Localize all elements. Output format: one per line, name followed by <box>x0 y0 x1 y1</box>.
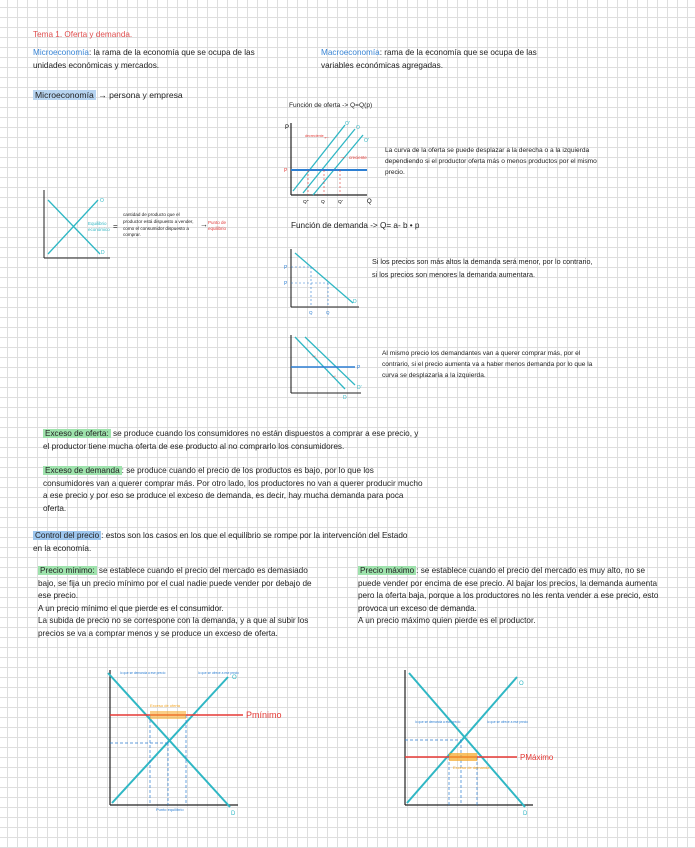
supply-graph <box>283 115 373 205</box>
demand-graph <box>283 245 363 320</box>
macro-term: Macroeconomía <box>321 48 380 57</box>
min-d-label: D <box>231 811 236 817</box>
equilibrium-description: cantidad de producto que el productor está dispuesto a vender, como el consumidor dispuesto a comprar. <box>123 212 194 238</box>
exceso-demanda-text: : se produce cuando el precio de los productos es bajo, por lo que los consumidores van a querer comprar más. Por otro lado, los productores no van a querer producir mucho a ese precio y por eso se produce el exceso de demanda, es decir, hay mucha demanda para poca oferta. <box>43 466 423 513</box>
equilibrium-point-label: Punto de equilibrio <box>208 220 227 231</box>
demand-function: Función de demanda -> Q= a- b • p <box>291 221 420 230</box>
demand-shift-d1-label: D' <box>357 385 362 391</box>
max-excess-label: Exceso de demanda <box>453 765 490 770</box>
supply-shift-text: La curva de la oferta se puede desplazar a la derecha o a la izquierda dependiendo si el productor oferta más o menos productos por el mismo precio. <box>385 147 597 176</box>
precio-minimo-graph <box>98 665 288 820</box>
precio-minimo <box>38 565 313 641</box>
micro-sub-text: → persona y empresa <box>95 90 183 100</box>
micro-definition <box>33 47 288 72</box>
demand-q1-label: Q <box>309 310 313 315</box>
max-d-label: D <box>523 811 528 817</box>
max-o-label: O <box>519 681 524 687</box>
demand-p-top: P <box>284 265 288 271</box>
micro-text: : la rama de la economía que se ocupa de las unidades económicas y mercados. <box>33 48 255 70</box>
supply-q3-label: Q' <box>338 200 343 205</box>
supply-decrease-label: decreciente <box>305 134 324 138</box>
min-note-right: lo que se ofrece a ese precio <box>198 671 239 675</box>
supply-arrow-left-icon: ← <box>323 134 330 141</box>
equilibrium-curve-note: Equilibrio económico <box>88 221 110 232</box>
precio-maximo-line2: A un precio máximo quien pierde es el productor. <box>358 616 536 626</box>
supply-x-axis: Q <box>367 199 372 205</box>
control-precio <box>33 530 418 555</box>
supply-q2-label: Q <box>321 200 325 205</box>
demand-shift-d-label: D <box>343 395 347 401</box>
demand-shift-p-label: P <box>357 365 361 371</box>
supply-arrow-right-icon: → <box>339 154 346 161</box>
precio-minimo-term: Precio mínimo: <box>40 566 95 575</box>
demand-text: Si los precios son más altos la demanda será menor, por lo contrario, si los precios son menores la demanda aumentara. <box>372 257 593 279</box>
demand-d-label: D <box>353 299 357 305</box>
max-note-right: lo que se ofrece a ese precio <box>487 720 528 724</box>
precio-minimo-text: se establece cuando el precio del mercado es demasiado bajo, se fija un precio mínimo por el cual nadie puede vender por debajo de ese precio. <box>38 566 312 601</box>
demand-shift-text: Al mismo precio los demandantes van a querer comprar más, por el contrario, si el precio aumenta va a haber menos demanda por lo que la curva se desplazaría a la izquierda. <box>382 350 593 379</box>
precio-minimo-line3: La subida de precio no se correspone con la demanda, y a que al subir los precios se va a comprar menos y se produce un exceso de oferta. <box>38 616 309 638</box>
macro-text: : rama de la economía que se ocupa de las variables económicas agregadas. <box>321 48 537 70</box>
min-note-left: lo que se demanda a ese precio <box>120 671 166 675</box>
arrow-right-icon: → <box>200 220 208 229</box>
exceso-oferta-term: Exceso de oferta: <box>45 429 109 438</box>
equilibrium-d-label: D <box>101 250 105 256</box>
min-pmin-label: Pmínimo <box>246 710 282 720</box>
min-excess-label: Exceso de oferta <box>150 703 181 708</box>
precio-maximo-term: Precio máximo <box>360 566 415 575</box>
max-pmax-label: PMáximo <box>520 753 554 762</box>
demand-q2-label: Q <box>326 310 330 315</box>
exceso-oferta <box>43 428 423 453</box>
min-bottom-label: Punto equilibrio <box>156 807 184 812</box>
control-text: : estos son los casos en los que el equilibrio se rompe por la intervención del Estado en la economía. <box>33 531 408 553</box>
equals-icon: = <box>113 222 118 231</box>
supply-increase-label: creciente <box>349 155 367 160</box>
precio-maximo-graph <box>393 665 583 820</box>
precio-maximo <box>358 565 663 628</box>
exceso-oferta-text: se produce cuando los consumidores no están dispuestos a comprar a ese precio, y el productor tiene mucha oferta de ese producto al no comprarlo los consumidores. <box>43 429 419 451</box>
supply-p-label: P <box>284 168 288 174</box>
equilibrium-o-label: O <box>100 198 104 204</box>
demand-p-low: P <box>284 281 288 287</box>
page-title: Tema 1. Oferta y demanda. <box>33 30 133 39</box>
exceso-demanda-term: Exceso de demanda <box>45 466 120 475</box>
min-o-label: O <box>232 675 237 681</box>
micro-sub-term: Microeconomía <box>35 90 94 100</box>
supply-o-label: O <box>356 125 360 131</box>
demand-shift-graph <box>283 333 373 403</box>
precio-minimo-line2: A un precio mínimo el que pierde es el consumidor. <box>38 603 224 613</box>
max-note-left: lo que se demanda a ese precio <box>415 720 461 724</box>
supply-o1-label: O' <box>345 121 350 127</box>
supply-o2-label: O' <box>364 138 369 144</box>
micro-subheading <box>33 89 183 102</box>
micro-term: Microeconomía <box>33 48 89 57</box>
macro-definition <box>321 47 571 72</box>
supply-function: Función de oferta -> Q=Q(p) <box>289 102 373 109</box>
exceso-demanda <box>43 465 423 515</box>
control-term: Control del precio <box>35 531 100 540</box>
supply-y-axis: P <box>285 125 290 131</box>
demand-shift-arrow-icon: → <box>311 353 317 359</box>
supply-q1-label: Q'' <box>303 200 309 205</box>
demand-shift-arrow2-icon: → <box>331 373 337 379</box>
precio-maximo-text: : se establece cuando el precio del mercado es muy alto, no se puede vender por encima de ese precio. Al bajar los precios, la demanda aumenta pero la oferta baja, porque a los productores no les renta vender a ese precio, esto provoca un exceso de demanda. <box>358 566 659 613</box>
